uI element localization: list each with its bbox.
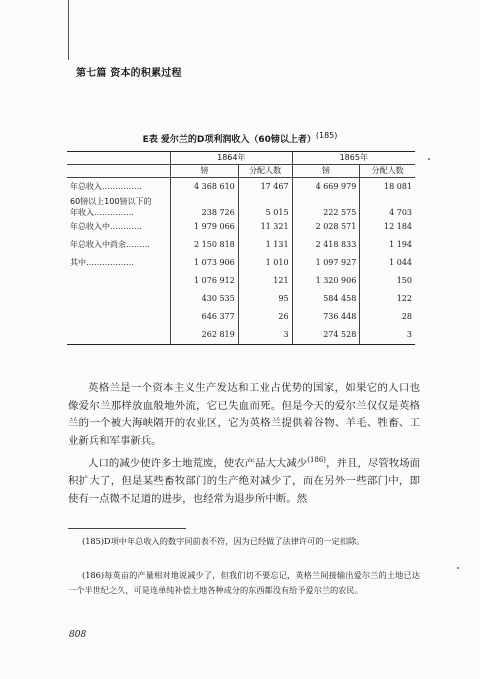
cell-pounds-1865: 736 448 [292,308,360,326]
cell-pounds-1864: 646 377 [171,308,239,326]
row-label-line1: 60镑以上100镑以下的 [70,197,152,206]
subheader-pounds-1865: 镑 [292,165,360,178]
table-caption-note: (185) [315,131,338,140]
table-caption [0,131,480,145]
table-row [67,196,415,218]
row-label-line2: 年收入…………… [70,208,134,217]
cell-persons-1864: 121 [238,272,292,290]
cell-persons-1864: 17 467 [238,178,292,197]
cell-pounds-1864: 4 368 610 [171,178,239,197]
cell-persons-1864: 95 [238,290,292,308]
cell-persons-1865: 18 081 [360,178,415,197]
cell-persons-1865: 12 184 [360,218,415,236]
row-label: 其中……………… [70,257,134,267]
cell-pounds-1865: 1 097 927 [292,254,360,272]
table-row [67,326,415,345]
running-header: 第七篇 资本的积累过程 [76,68,182,79]
row-label [67,272,171,290]
subheader-persons-1865: 分配人数 [360,165,415,178]
cell-pounds-1864: 430 535 [171,290,239,308]
body-paragraph-2 [68,452,420,508]
footnote-186: (186)每英亩的产量相对地说减少了，但我们切不要忘记，英格兰间接输出爱尔兰的土地已达一个半世纪之久，可是连单纯补偿土地各种成分的东西都没有给予爱尔兰的农民。 [68,570,420,595]
cell-persons-1865: 1 194 [360,236,415,254]
scan-speck [457,567,459,569]
cell-pounds-1865: 1 320 906 [292,272,360,290]
cell-persons-1864: 11 321 [238,218,292,236]
year-header-1865: 1865年 [292,152,415,165]
cell-pounds-1864: 238 726 [171,196,239,218]
year-header-1864: 1864年 [171,152,293,165]
cell-persons-1865: 150 [360,272,415,290]
footnote-185: (185)D项中年总收入的数字同前表不符，因为已经做了法律许可的一定扣除。 [82,536,365,546]
income-table [67,151,415,345]
table-row [67,254,415,272]
cell-pounds-1864: 1 076 912 [171,272,239,290]
table-row [67,272,415,290]
cell-persons-1864: 26 [238,308,292,326]
row-label [67,196,171,218]
cell-pounds-1865: 274 528 [292,326,360,345]
paragraph-2-text-a: 人口的减少使许多土地荒废，使农产品大大减少 [88,457,308,470]
cell-pounds-1865: 4 669 979 [292,178,360,197]
table-row [67,290,415,308]
cell-persons-1865: 1 044 [360,254,415,272]
cell-pounds-1864: 262 819 [171,326,239,345]
page-edge-rule [68,0,69,60]
cell-persons-1865: 4 703 [360,196,415,218]
table-subheader-row [67,165,415,178]
row-label [67,326,171,345]
table-row [67,178,415,197]
footnote-ref-186: (186) [307,456,327,464]
cell-persons-1864: 5 015 [238,196,292,218]
table-corner-sub [67,165,171,178]
cell-persons-1864: 1 131 [238,236,292,254]
table-row [67,218,415,236]
cell-pounds-1865: 222 575 [292,196,360,218]
cell-pounds-1865: 584 458 [292,290,360,308]
cell-persons-1864: 3 [238,326,292,345]
paragraph-2-text-b: ，并且，尽管牧场面积扩大了，但是某些畜牧部门的生产绝对减少了，而在另外一些部门中，即使有一点微不足道的进步，也经常为退步所中断。然 [68,457,420,505]
row-label: 年总收入…………… [70,181,142,191]
cell-pounds-1864: 1 979 066 [171,218,239,236]
scan-speck [428,158,430,160]
cell-pounds-1864: 2 150 818 [171,236,239,254]
cell-pounds-1865: 2 418 833 [292,236,360,254]
table-year-row [67,152,415,165]
page-number: 808 [69,630,87,640]
table-row [67,308,415,326]
cell-persons-1865: 28 [360,308,415,326]
subheader-persons-1864: 分配人数 [238,165,292,178]
table-caption-text: E表 爱尔兰的D项利润收入（60镑以上者） [142,135,316,145]
cell-persons-1864: 1 010 [238,254,292,272]
cell-persons-1865: 3 [360,326,415,345]
subheader-pounds-1864: 镑 [171,165,239,178]
row-label: 年总收入中尚余……… [70,239,150,249]
row-label [67,308,171,326]
cell-pounds-1864: 1 073 906 [171,254,239,272]
row-label [67,290,171,308]
body-paragraph-1: 英格兰是一个资本主义生产发达和工业占优势的国家，如果它的人口也像爱尔兰那样放血般地外流，它已失血而死。但是今天的爱尔兰仅仅是英格兰的一个被大海峡隔开的农业区，它为英格兰提供着谷物、羊毛、牲畜、工业新兵和军事新兵。 [68,382,420,447]
table-corner [67,152,171,165]
cell-persons-1865: 122 [360,290,415,308]
row-label: 年总收入中………… [70,221,142,231]
cell-pounds-1865: 2 028 571 [292,218,360,236]
table-row [67,236,415,254]
footnote-rule [68,528,186,529]
